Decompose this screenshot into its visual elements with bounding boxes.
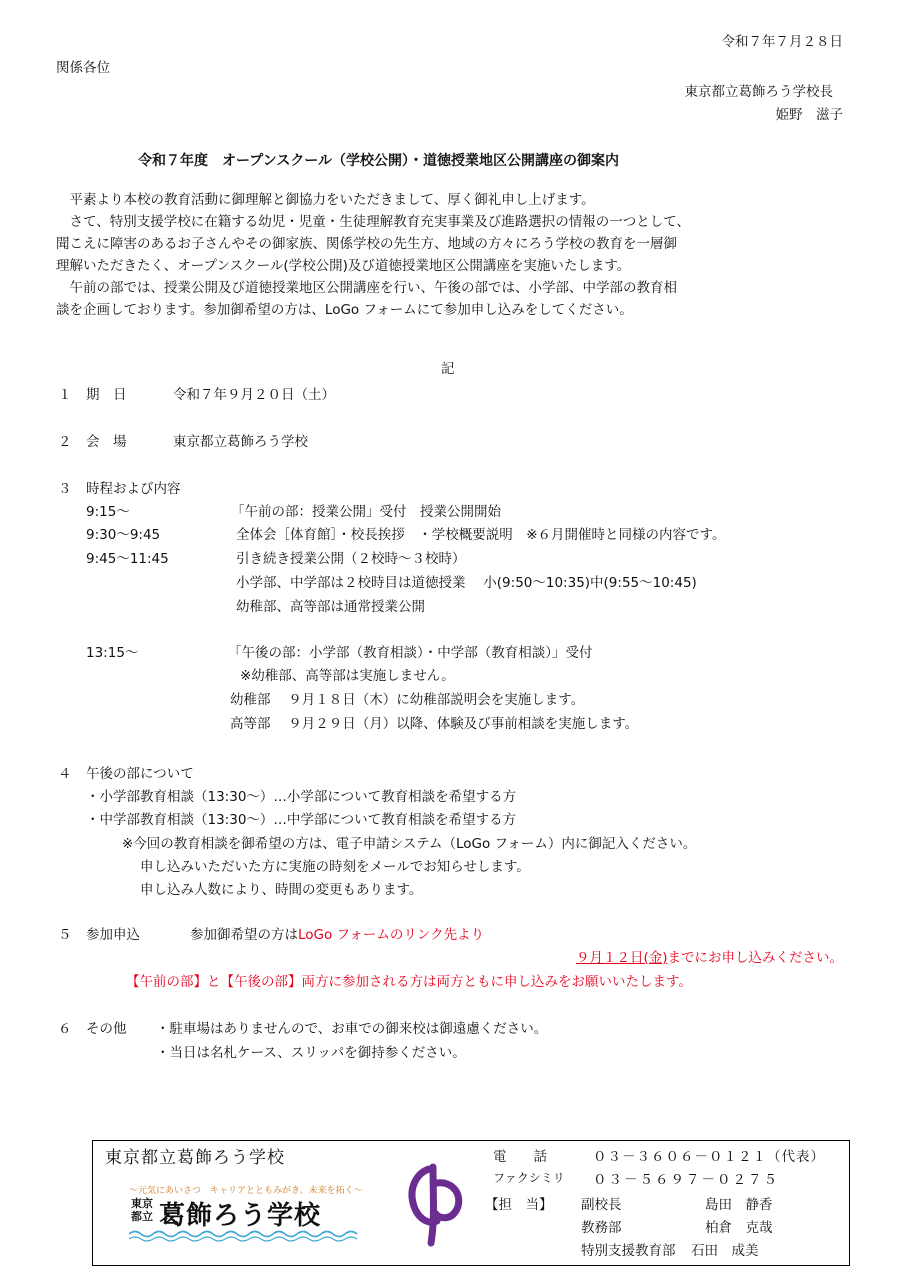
section-5-label: 参加申込 [86,927,140,943]
section-5-number: ５ [58,927,72,943]
both-sessions-note: 【午前の部】と【午後の部】両方に参加される方は両方ともに申し込みをお願いいたします。 [126,974,692,990]
section-4-number: ４ [58,766,72,782]
section-3-number: ３ [58,481,72,497]
section-3-label: 時程および内容 [86,481,181,497]
footer-school-name: 東京都立葛飾ろう学校 [105,1148,285,1168]
section-2-number: ２ [58,434,72,450]
schedule-time: 9:15～ [86,504,130,520]
intro-line: 平素より本校の教育活動に御理解と御協力をいただきまして、厚く御礼申し上げます。 [56,192,595,208]
schedule-note: 幼稚部、高等部は通常授業公開 [236,599,425,615]
application-line [190,923,484,943]
school-slogan: ～元気にあいさつ キャリアとともみがき、未来を拓く～ [129,1186,363,1196]
intro-line: 理解いただきたく、オープンスクール(学校公開)及び道徳授業地区公開講座を実施いたします。 [56,258,631,274]
logo-wordmark: 葛飾ろう学校 [159,1201,322,1231]
consultation-item: ・小学部教育相談（13:30～）…小学部について教育相談を希望する方 [86,789,517,805]
contact-name: 柏倉 克哉 [705,1220,773,1236]
contact-name: 島田 静香 [705,1197,773,1213]
other-note: ・駐車場はありませんので、お車での御来校は御遠慮ください。 [156,1021,548,1037]
intro-line: 談を企画しております。参加御希望の方は、LoGo フォームにて参加申し込みをしてください。 [56,302,633,318]
school-emblem-icon [399,1163,469,1249]
section-1-label: 期 日 [86,387,127,403]
schedule-time: 9:45～11:45 [86,551,169,567]
deadline-text: までにお申し込みください。 [667,950,843,966]
other-note: ・当日は名札ケース、スリッパを御持参ください。 [156,1045,466,1061]
section-4-label: 午後の部について [86,766,194,782]
schedule-text: 「午後の部：小学部（教育相談）・中学部（教育相談）」受付 [228,645,593,661]
sender-name: 姫野 滋子 [775,107,843,123]
contact-box [92,1140,850,1266]
logo-prefix-line: 東京 [131,1197,153,1210]
contact-label: 【担 当】 [485,1197,553,1213]
document-date: 令和７年７月２８日 [721,34,843,50]
schedule-time: 13:15～ [86,645,139,661]
contact-role: 特別支援教育部 [581,1243,676,1259]
intro-line: さて、特別支援学校に在籍する幼児・児童・生徒理解教育充実事業及び進路選択の情報の一つとして、 [56,214,690,230]
consultation-item: ・中学部教育相談（13:30～）…中学部について教育相談を希望する方 [86,812,517,828]
section-1-number: １ [58,387,72,403]
tel-label: 電 話 [493,1149,547,1165]
schedule-text: 引き続き授業公開（２校時～３校時） [236,551,466,567]
fax-label: ファクシミリ [493,1171,565,1185]
logo-prefix [131,1197,153,1223]
schedule-note: 高等部 ９月２９日（月）以降、体験及び事前相談を実施します。 [230,716,639,732]
recipient: 関係各位 [56,60,110,76]
contact-name: 石田 成美 [691,1243,759,1259]
contact-role: 副校長 [581,1197,622,1213]
deadline-line [576,946,843,966]
section-6-label: その他 [86,1021,127,1037]
contact-role: 教務部 [581,1220,622,1236]
schedule-text: 全体会［体育館］・校長挨拶 ・学校概要説明 ※６月開催時と同様の内容です。 [236,527,726,543]
application-lead: 参加御希望の方は [190,927,298,943]
schedule-text: 「午前の部：授業公開」受付 授業公開開始 [231,504,501,520]
section-6-number: ６ [58,1021,72,1037]
logo-form-link-text: LoGo フォームのリンク先より [298,927,485,943]
schedule-note: 幼稚部 ９月１８日（木）に幼稚部説明会を実施します。 [230,692,585,708]
intro-line: 午前の部では、授業公開及び道徳授業地区公開講座を行い、午後の部では、小学部、中学部の教育相 [56,280,677,296]
schedule-note: ※幼稚部、高等部は実施しません。 [240,668,455,684]
consultation-note: 申し込み人数により、時間の変更もあります。 [140,882,423,898]
consultation-note: 申し込みいただいた方に実施の時刻をメールでお知らせします。 [140,859,530,875]
section-1-value: 令和７年９月２０日（土） [173,387,335,403]
intro-paragraph [56,189,856,321]
document-title: 令和７年度 オープンスクール（学校公開）・道徳授業地区公開講座の御案内 [138,153,620,169]
logo-prefix-line: 都立 [131,1210,153,1223]
schedule-note: 小学部、中学部は２校時目は道徳授業 小(9:50～10:35)中(9:55～10:45) [236,575,697,591]
section-2-value: 東京都立葛飾ろう学校 [173,434,308,450]
deadline-date: ９月１２日(金) [575,950,668,966]
schedule-time: 9:30～9:45 [86,527,161,543]
section-2-label: 会 場 [86,434,127,450]
consultation-note: ※今回の教育相談を御希望の方は、電子申請システム（LoGo フォーム）内に御記入ください。 [122,836,697,852]
fax-number: ０３－５６９７－０２７５ [593,1172,779,1188]
ki-heading: 記 [441,361,455,377]
intro-line: 聞こえに障害のあるお子さんやその御家族、関係学校の先生方、地域の方々にろう学校の教育を一層御 [56,236,677,252]
tel-number: ０３－３６０６－０１２１（代表） [593,1149,825,1165]
logo-wave-icon [129,1229,365,1243]
sender-org: 東京都立葛飾ろう学校長 [684,84,833,100]
